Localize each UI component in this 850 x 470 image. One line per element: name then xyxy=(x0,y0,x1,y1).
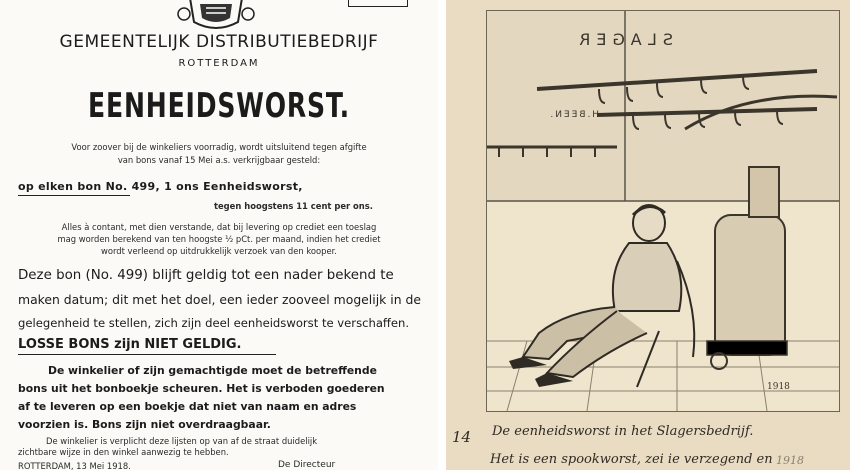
cartoon-frame xyxy=(486,10,840,412)
poster-title: EENHEIDSWORST. xyxy=(88,86,350,126)
drawing-year: 1918 xyxy=(767,382,790,392)
contant-line-1: Alles à contant, met dien verstande, dat bij levering op crediet een toeslag xyxy=(61,222,377,232)
losse-underline xyxy=(18,354,276,355)
winkelier-line-1: De winkelier of zijn gemachtigde moet de betreffende xyxy=(48,364,377,377)
coat-of-arms-icon xyxy=(176,0,256,30)
sheet-number: 14 xyxy=(452,428,472,446)
caption-line-2: Het is een spookworst, zei ie verzegend en xyxy=(490,452,773,467)
geldig-line-3: gelegenheid te stellen, zich zijn deel eenheidsworst te verschaffen. xyxy=(18,316,410,330)
cartoon-sheet xyxy=(446,0,850,470)
winkelier-line-3: af te leveren op een boekje dat niet van naam en adres xyxy=(18,400,357,413)
city-name: ROTTERDAM xyxy=(178,58,260,69)
director-signature: De Directeur xyxy=(278,460,336,470)
contant-line-2: mag worden berekend van ten hoogste ½ pCt. per maand, indien het crediet xyxy=(57,234,381,244)
intro-line-1: Voor zoover bij de winkeliers voorradig, wordt uitsluitend tegen afgifte xyxy=(71,142,367,152)
contant-line-3: wordt verleend op uitdrukkelijk verzoek van den kooper. xyxy=(101,246,337,256)
geldig-line-2: maken datum; dit met het doel, een ieder zooveel mogelijk in de xyxy=(18,292,421,307)
shop-sign-text: SLAGER xyxy=(573,30,673,49)
poster-date: ROTTERDAM, 13 Mei 1918. xyxy=(18,461,131,470)
lijsten-line-1: De winkelier is verplicht deze lijsten op van af de straat duidelijk xyxy=(46,436,318,446)
winkelier-line-4: voorzien is. Bons zijn niet overdraagbaar. xyxy=(18,418,271,431)
winkelier-line-2: bons uit het bonboekje scheuren. Het is verboden goederen xyxy=(18,382,385,395)
butcher-shop-illustration xyxy=(487,11,839,411)
bon-underline xyxy=(18,195,130,196)
caption-line-1: De eenheidsworst in het Slagersbedrijf. xyxy=(492,424,754,439)
panel-divider xyxy=(438,0,446,470)
geldig-line-1: Deze bon (No. 499) blijft geldig tot een nader bekend te xyxy=(18,268,394,283)
caption-year: 1918 xyxy=(776,454,804,467)
intro-line-2: van bons vanaf 15 Mei a.s. verkrijgbaar gesteld: xyxy=(117,155,321,165)
window-name-text: H.BEEN. xyxy=(548,110,599,120)
lijsten-line-2: zichtbare wijze in den winkel aanwezig te hebben. xyxy=(18,447,229,457)
corner-box xyxy=(348,0,408,7)
organisation-name: GEMEENTELIJK DISTRIBUTIEBEDRIJF xyxy=(59,32,379,52)
bon-line: op elken bon No. 499, 1 ons Eenheidsworst, xyxy=(18,180,303,193)
price-line: tegen hoogstens 11 cent per ons. xyxy=(214,201,373,211)
losse-bons-warning: LOSSE BONS zijn NIET GELDIG. xyxy=(18,337,242,352)
